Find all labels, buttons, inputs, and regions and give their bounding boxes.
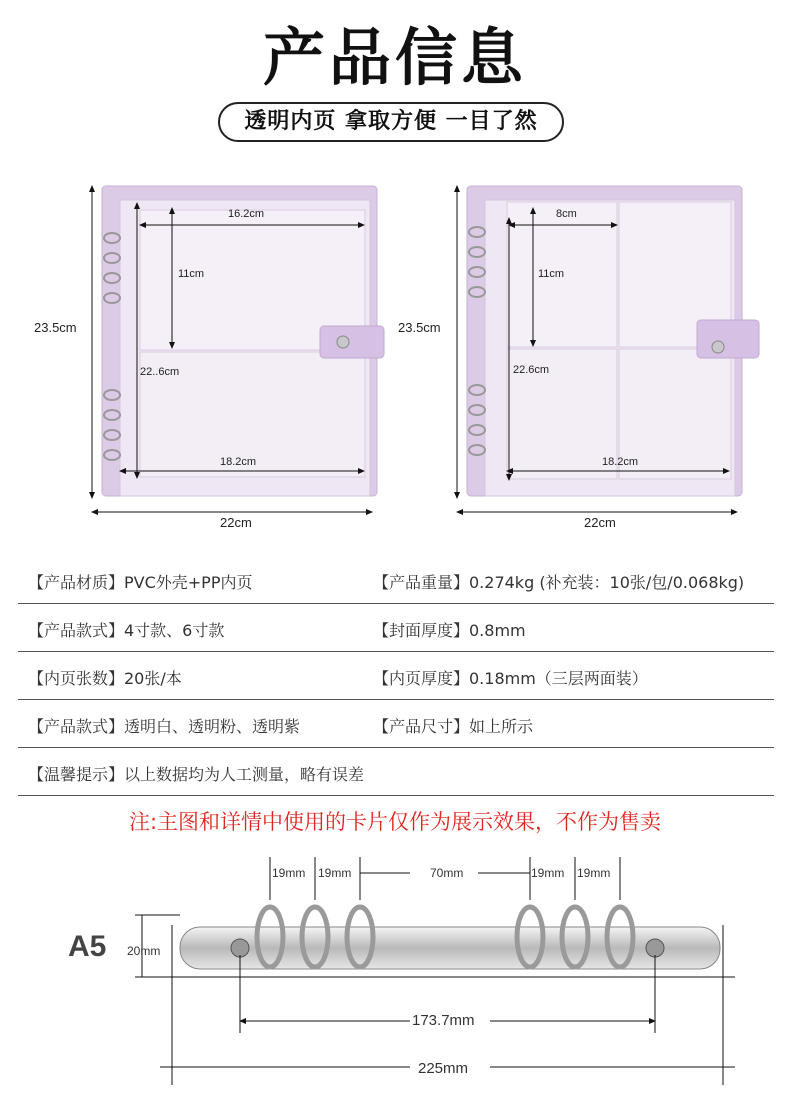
snap-button	[337, 336, 349, 348]
ring-gap-label: 19mm	[272, 866, 306, 880]
spec-right: 【封面厚度】0.8mm	[373, 621, 526, 640]
spec-left: 【产品材质】PVC外壳+PP内页	[28, 573, 253, 592]
spec-left: 【产品款式】透明白、透明粉、透明紫	[28, 717, 301, 736]
rivet-right	[646, 939, 664, 957]
subtitle-pill: 透明内页 拿取方便 一目了然	[218, 102, 564, 142]
ring-gap-label: 70mm	[430, 866, 464, 880]
spec-table	[18, 556, 774, 796]
spec-left: 【内页张数】20张/本	[28, 669, 182, 688]
spec-right: 【产品尺寸】如上所示	[373, 717, 534, 736]
hole-span-label: 173.7mm	[412, 1012, 475, 1029]
spec-right: 【内页厚度】0.18mm（三层两面装）	[373, 669, 648, 688]
spec-row	[18, 748, 774, 796]
left-page-height-label: 22..6cm	[140, 366, 180, 378]
right-page-height-label: 22.6cm	[513, 364, 550, 376]
spec-row	[18, 556, 774, 604]
ring-gap-label: 19mm	[531, 866, 565, 880]
binder-strap	[697, 320, 759, 358]
page-title: 产品信息	[262, 21, 527, 94]
spec-row	[18, 652, 774, 700]
left-width-top-label: 16.2cm	[228, 208, 265, 220]
right-inner-height-label: 11cm	[538, 268, 565, 280]
binder-strap	[320, 326, 384, 358]
notice-text: 注:主图和详情中使用的卡片仅作为展示效果，不作为售卖	[128, 810, 662, 834]
right-total-width-label: 22cm	[584, 515, 616, 530]
right-width-bottom-label: 18.2cm	[602, 456, 639, 468]
spec-row	[18, 604, 774, 652]
spec-row	[18, 700, 774, 748]
ring-gap-label: 19mm	[318, 866, 352, 880]
spec-left: 【温馨提示】以上数据均为人工测量，略有误差	[28, 765, 365, 784]
left-total-width-label: 22cm	[220, 515, 252, 530]
right-width-top-label: 8cm	[556, 208, 577, 220]
binder-right-illustration	[445, 180, 765, 525]
ring-mechanism-diagram	[120, 855, 750, 1090]
size-label: A5	[68, 930, 107, 963]
ring-gap-label: 19mm	[577, 866, 611, 880]
ring-height-label: 20mm	[127, 944, 161, 958]
left-total-height-label: 23.5cm	[34, 320, 77, 335]
right-total-height-label: 23.5cm	[398, 320, 441, 335]
snap-button	[712, 341, 724, 353]
total-length-label: 225mm	[418, 1060, 469, 1077]
spec-right: 【产品重量】0.274kg (补充装：10张/包/0.068kg)	[373, 573, 745, 592]
left-inner-height-label: 11cm	[178, 268, 205, 280]
left-width-bottom-label: 18.2cm	[220, 456, 257, 468]
binder-left-illustration	[80, 180, 390, 525]
rivet-left	[231, 939, 249, 957]
spec-left: 【产品款式】4寸款、6寸款	[28, 621, 225, 640]
